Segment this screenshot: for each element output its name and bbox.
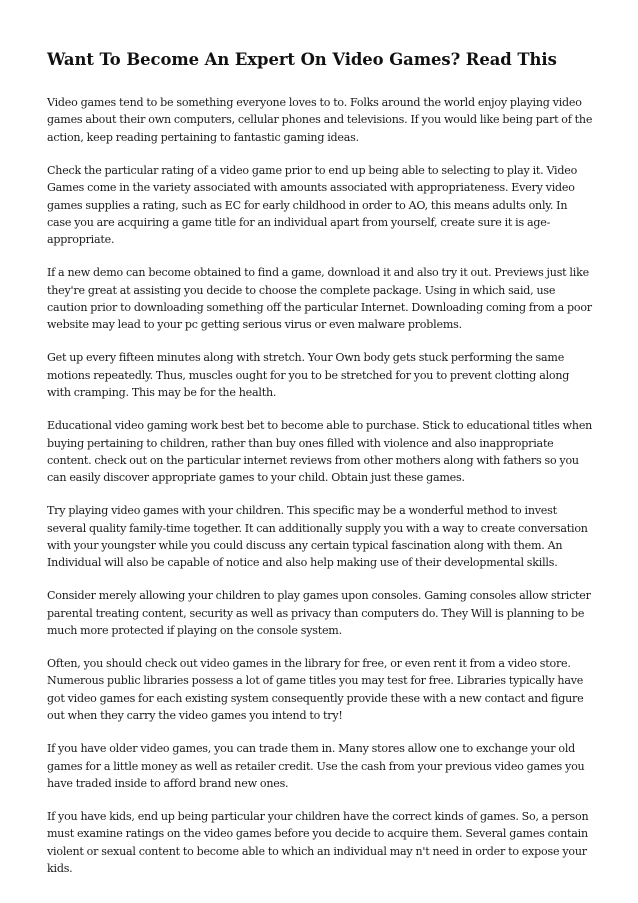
- paragraph-1: Video games tend to be something everyone loves to to. Folks around the world enjoy playing video games about their own computers, cellular phones and televisions. If you would like being part of the action, keep reading pertaining to fantastic gaming ideas.: [47, 96, 593, 144]
- paragraph-10: If you have kids, end up being particular your children have the correct kinds of games. So, a person must examine ratings on the video games before you decide to acquire them. Several games contain violent or sexual content to become able to which an individual may n't need in order to expose your kids.: [47, 809, 589, 876]
- paragraph-8: Often, you should check out video games in the library for free, or even rent it from a video store. Numerous public libraries possess a lot of game titles you may test for free. Libraries typically have got video games for each existing system consequently provide these with a new contact and figure out when they carry the video games you intend to try!: [47, 657, 584, 723]
- paragraph-7: Consider merely allowing your children to play games upon consoles. Gaming consoles allow stricter parental treating content, security as well as privacy than computers do. They Will is planning to be much more protected if playing on the console system.: [47, 589, 591, 638]
- paragraph-5: Educational video gaming work best bet to become able to purchase. Stick to educational titles when buying pertaining to children, rather than buy ones filled with violence and also inappropriate content. check out on the particular internet reviews from other mothers along with fathers so you can easily discover appropriate games to your child. Obtain just these games.: [47, 419, 593, 485]
- paragraph-4: Get up every fifteen minutes along with stretch. Your Own body gets stuck performing the same motions repeatedly. Thus, muscles ought for you to be stretched for you to prevent clotting along with cramping. This may be for the health.: [47, 351, 570, 400]
- paragraph-3: If a new demo can become obtained to find a game, download it and also try it out. Previews just like they're great at assisting you decide to choose the complete package. Using in which said, use caution prior to downloading something off the particular Internet. Downloading coming from a poor website may lead to your pc getting serious virus or even malware problems.: [47, 266, 592, 332]
- paragraph-9: If you have older video games, you can trade them in. Many stores allow one to exchange your old games for a little money as well as retailer credit. Use the cash from your previous video games you have traded inside to afford brand new ones.: [47, 742, 585, 790]
- document-title: Want To Become An Expert On Video Games? Read This: [47, 50, 557, 69]
- paragraph-6: Try playing video games with your children. This specific may be a wonderful method to invest several quality family-time together. It can additionally supply you with a way to create conversation with your youngster while you could discuss any certain typical fascination along with them. An Individual will also be capable of notice and also help making use of their developmental skills.: [47, 504, 588, 570]
- paragraph-2: Check the particular rating of a video game prior to end up being able to selecting to play it. Video Games come in the variety associated with amounts associated with appropriateness. Every video games supplies a rating, such as EC for early childhood in order to AO, this means adults only. In case you are acquiring a game title for an individual apart from yourself, create sure it is age-appropriate.: [47, 163, 578, 247]
